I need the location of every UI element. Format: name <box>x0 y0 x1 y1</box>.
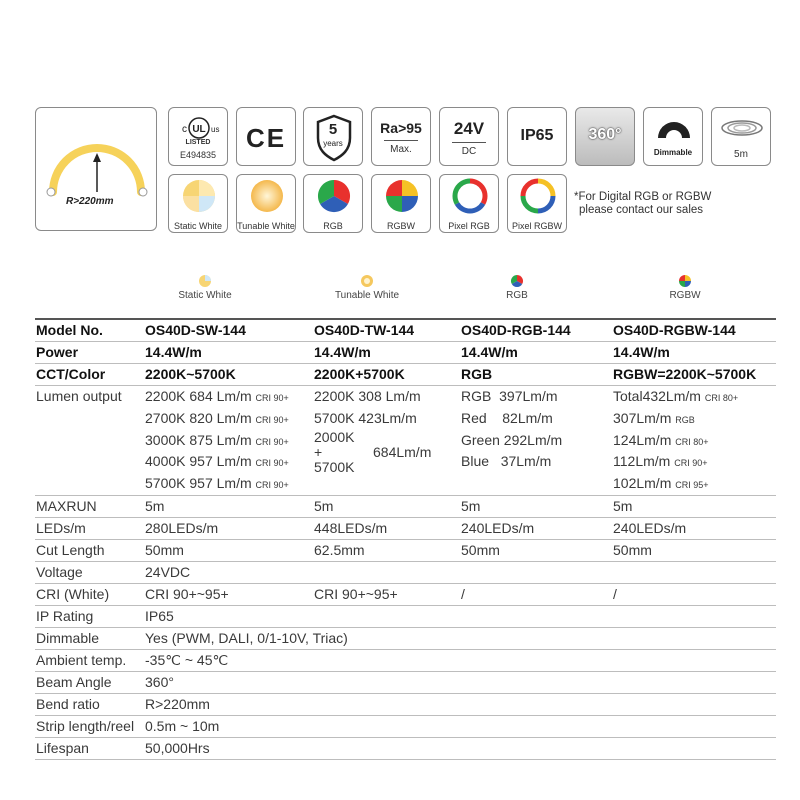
row-cct <box>35 364 776 386</box>
pixel-rgb-ring-icon <box>440 175 499 219</box>
ra-badge <box>371 107 431 166</box>
lumen-rgbw-line <box>613 408 776 430</box>
col-head-static-white <box>160 274 250 301</box>
lumen-rgbw-value: Total432Lm/m <box>613 388 701 404</box>
power-rgb: 14.4W/m <box>461 342 613 364</box>
leds-rgbw: 240LEDs/m <box>613 517 776 539</box>
row-cri <box>35 583 776 605</box>
digital-note <box>574 191 711 217</box>
dimmer-dial-icon <box>644 108 703 148</box>
cct-tw: 2200K+5700K <box>314 364 461 386</box>
bend-value-cell: R>220mm <box>145 693 776 715</box>
lumen-sw <box>145 386 314 496</box>
lumen-sw-value: 2700K 820 Lm/m <box>145 409 252 426</box>
static-white-icon <box>169 175 228 219</box>
model-tw: OS40D-TW-144 <box>314 319 461 342</box>
lumen-rgbw-sub: CRI 95+ <box>675 480 709 491</box>
row-life <box>35 737 776 759</box>
row-beam <box>35 671 776 693</box>
lumen-sw-line <box>145 386 314 408</box>
label-beam: Beam Angle <box>35 671 145 693</box>
pixel-rgbw-ring-icon <box>508 175 567 219</box>
lumen-rgbw-sub: CRI 90+ <box>674 458 708 469</box>
cri-rgb: / <box>461 583 613 605</box>
static-white-chip-icon <box>198 274 212 288</box>
lumen-rgbw-value: 307Lm/m <box>613 409 672 426</box>
ul-number: E494835 <box>179 150 217 160</box>
lumen-rgbw-sub: CRI 80+ <box>675 436 709 447</box>
lumen-rgb-line: Blue 37Lm/m <box>461 453 552 470</box>
static-white-badge <box>168 174 228 233</box>
warranty-number: 5 <box>328 121 338 138</box>
dimmable-text: Dimmable <box>653 148 693 157</box>
row-cut <box>35 539 776 561</box>
cut-rgb: 50mm <box>461 539 613 561</box>
maxrun-rgbw: 5m <box>613 495 776 517</box>
label-dimmable: Dimmable <box>35 627 145 649</box>
row-power <box>35 342 776 364</box>
lumen-rgbw <box>613 386 776 496</box>
voltage-value-cell: 24VDC <box>145 561 776 583</box>
dimmable-value-cell: Yes (PWM, DALI, 0/1-10V, Triac) <box>145 627 776 649</box>
cri-rgbw: / <box>613 583 776 605</box>
cut-sw: 50mm <box>145 539 314 561</box>
reel-length-text: 5m <box>734 149 748 160</box>
power-sw: 14.4W/m <box>145 342 314 364</box>
leds-tw: 448LEDs/m <box>314 517 461 539</box>
tunable-white-label: Tunable White <box>237 221 295 231</box>
label-ambient: Ambient temp. <box>35 649 145 671</box>
svg-text:UL: UL <box>192 124 206 135</box>
dimmable-badge <box>643 107 703 166</box>
lumen-sw-value: 3000K 875 Lm/m <box>145 431 252 448</box>
lumen-sw-cri: CRI 90+ <box>255 414 289 425</box>
reel-length-badge <box>711 107 771 166</box>
note-line-1: *For Digital RGB or RGBW <box>574 191 712 203</box>
row-bend <box>35 693 776 715</box>
label-ip: IP Rating <box>35 605 145 627</box>
rgb-badge <box>303 174 363 233</box>
lumen-sw-cri: CRI 90+ <box>255 480 289 491</box>
maxrun-sw: 5m <box>145 495 314 517</box>
power-rgbw: 14.4W/m <box>613 342 776 364</box>
row-voltage <box>35 561 776 583</box>
svg-text:c: c <box>182 124 187 135</box>
cct-rgb: RGB <box>461 364 613 386</box>
rgbw-wheel-icon <box>372 175 431 219</box>
tunable-white-chip-icon <box>360 274 374 288</box>
beam-value-cell: 360° <box>145 671 776 693</box>
voltage-badge <box>439 107 499 166</box>
spec-table <box>35 318 776 760</box>
label-cri: CRI (White) <box>35 583 145 605</box>
angle-value: 360° <box>588 126 622 143</box>
col-head-rgbw-label: RGBW <box>669 290 701 301</box>
pixel-rgb-badge <box>439 174 499 233</box>
row-strip <box>35 715 776 737</box>
lumen-tw <box>314 386 461 496</box>
col-head-rgb-label: RGB <box>506 290 528 301</box>
rgb-wheel-icon <box>304 175 363 219</box>
lumen-rgb-line: Red 82Lm/m <box>461 409 553 426</box>
lumen-rgb-line: Green 292Lm/m <box>461 431 563 448</box>
label-life: Lifespan <box>35 737 145 759</box>
row-model <box>35 319 776 342</box>
maxrun-rgb: 5m <box>461 495 613 517</box>
ce-mark: CE <box>245 123 287 153</box>
tunable-white-icon <box>237 175 296 219</box>
maxrun-tw: 5m <box>314 495 461 517</box>
lumen-rgbw-line <box>613 386 776 408</box>
leds-sw: 280LEDs/m <box>145 517 314 539</box>
ip-badge <box>507 107 567 166</box>
lumen-rgbw-line <box>613 473 776 495</box>
lumen-sw-line <box>145 430 314 452</box>
power-tw: 14.4W/m <box>314 342 461 364</box>
col-head-rgbw <box>640 274 730 301</box>
bend-arc-icon <box>36 108 157 231</box>
label-model: Model No. <box>35 319 145 342</box>
ra-max: Max. <box>390 144 412 155</box>
ip-value-cell: IP65 <box>145 605 776 627</box>
col-head-tunable-white-label: Tunable White <box>334 290 400 301</box>
lumen-sw-cri: CRI 90+ <box>255 436 289 447</box>
cct-rgbw: RGBW=2200K~5700K <box>613 364 776 386</box>
lumen-sw-line <box>145 451 314 473</box>
cri-sw: CRI 90+~95+ <box>145 583 314 605</box>
cut-rgbw: 50mm <box>613 539 776 561</box>
lumen-sw-line <box>145 408 314 430</box>
tunable-white-badge <box>236 174 296 233</box>
rgb-label: RGB <box>323 221 343 231</box>
lumen-rgb-line: RGB 397Lm/m <box>461 388 558 404</box>
lumen-rgbw-line <box>613 451 776 473</box>
col-head-tunable-white <box>322 274 412 301</box>
strip-value-cell: 0.5m ~ 10m <box>145 715 776 737</box>
reel-icon <box>712 108 771 148</box>
lumen-tw-mix <box>314 430 461 492</box>
cri-tw: CRI 90+~95+ <box>314 583 461 605</box>
rgb-chip-icon <box>510 274 524 288</box>
lumen-sw-value: 2200K 684 Lm/m <box>145 388 252 404</box>
row-leds <box>35 517 776 539</box>
warranty-word: years <box>323 139 343 148</box>
label-cct: CCT/Color <box>35 364 145 386</box>
note-line-2: please contact our sales <box>579 204 704 216</box>
rgbw-badge <box>371 174 431 233</box>
label-strip: Strip length/reel <box>35 715 145 737</box>
col-head-static-white-label: Static White <box>178 290 232 301</box>
label-lumen: Lumen output <box>35 386 145 496</box>
label-cut: Cut Length <box>35 539 145 561</box>
ra-value: Ra>95 <box>380 120 422 136</box>
rgbw-label: RGBW <box>387 221 415 231</box>
ul-listed-text: LISTED <box>185 139 211 146</box>
lumen-tw-mix-value: 684Lm/m <box>373 443 432 460</box>
model-rgbw: OS40D-RGBW-144 <box>613 319 776 342</box>
ip-value: IP65 <box>520 127 554 144</box>
voltage-value: 24V <box>453 119 485 138</box>
static-white-label: Static White <box>173 221 222 231</box>
row-lumen <box>35 386 776 496</box>
label-bend: Bend ratio <box>35 693 145 715</box>
lumen-sw-line <box>145 473 314 495</box>
lumen-sw-value: 5700K 957 Lm/m <box>145 475 252 492</box>
lumen-tw-mix-b: 5700K <box>314 458 355 475</box>
lumen-tw-line-2: 5700K 423Lm/m <box>314 409 417 426</box>
label-maxrun: MAXRUN <box>35 495 145 517</box>
label-leds: LEDs/m <box>35 517 145 539</box>
model-rgb: OS40D-RGB-144 <box>461 319 613 342</box>
pixel-rgbw-badge <box>507 174 567 233</box>
pixel-rgbw-label: Pixel RGBW <box>511 221 562 231</box>
ul-listed-badge <box>168 107 228 166</box>
svg-text:us: us <box>211 125 220 134</box>
col-head-rgb <box>472 274 562 301</box>
warranty-badge <box>303 107 363 166</box>
lumen-rgbw-line <box>613 430 776 452</box>
ambient-value-cell: -35℃ ~ 45℃ <box>145 649 776 671</box>
angle-badge <box>575 107 635 166</box>
lumen-rgbw-sub: RGB <box>675 414 695 425</box>
lumen-rgbw-value: 102Lm/m <box>613 475 672 492</box>
lumen-sw-cri: CRI 90+ <box>255 458 289 469</box>
row-maxrun <box>35 495 776 517</box>
bend-radius-badge <box>35 107 157 231</box>
leds-rgb: 240LEDs/m <box>461 517 613 539</box>
life-value-cell: 50,000Hrs <box>145 737 776 759</box>
label-voltage: Voltage <box>35 561 145 583</box>
row-ip <box>35 605 776 627</box>
lumen-sw-value: 4000K 957 Lm/m <box>145 453 252 470</box>
lumen-rgbw-value: 112Lm/m <box>613 453 671 470</box>
voltage-type: DC <box>461 146 477 157</box>
row-dimmable <box>35 627 776 649</box>
pixel-rgb-label: Pixel RGB <box>448 221 490 231</box>
label-power: Power <box>35 342 145 364</box>
lumen-tw-line-1: 2200K 308 Lm/m <box>314 388 421 404</box>
rgbw-chip-icon <box>678 274 692 288</box>
ce-badge <box>236 107 296 166</box>
cut-tw: 62.5mm <box>314 539 461 561</box>
lumen-tw-mix-a: 2000K <box>314 428 355 445</box>
lumen-rgb <box>461 386 613 496</box>
lumen-tw-mix-plus: + <box>314 443 323 460</box>
cct-sw: 2200K~5700K <box>145 364 314 386</box>
lumen-rgbw-value: 124Lm/m <box>613 431 672 448</box>
model-sw: OS40D-SW-144 <box>145 319 314 342</box>
lumen-rgbw-sub: CRI 80+ <box>704 393 739 403</box>
lumen-sw-cri: CRI 90+ <box>255 393 289 403</box>
row-ambient <box>35 649 776 671</box>
bend-radius-label: R>220mm <box>66 196 114 207</box>
